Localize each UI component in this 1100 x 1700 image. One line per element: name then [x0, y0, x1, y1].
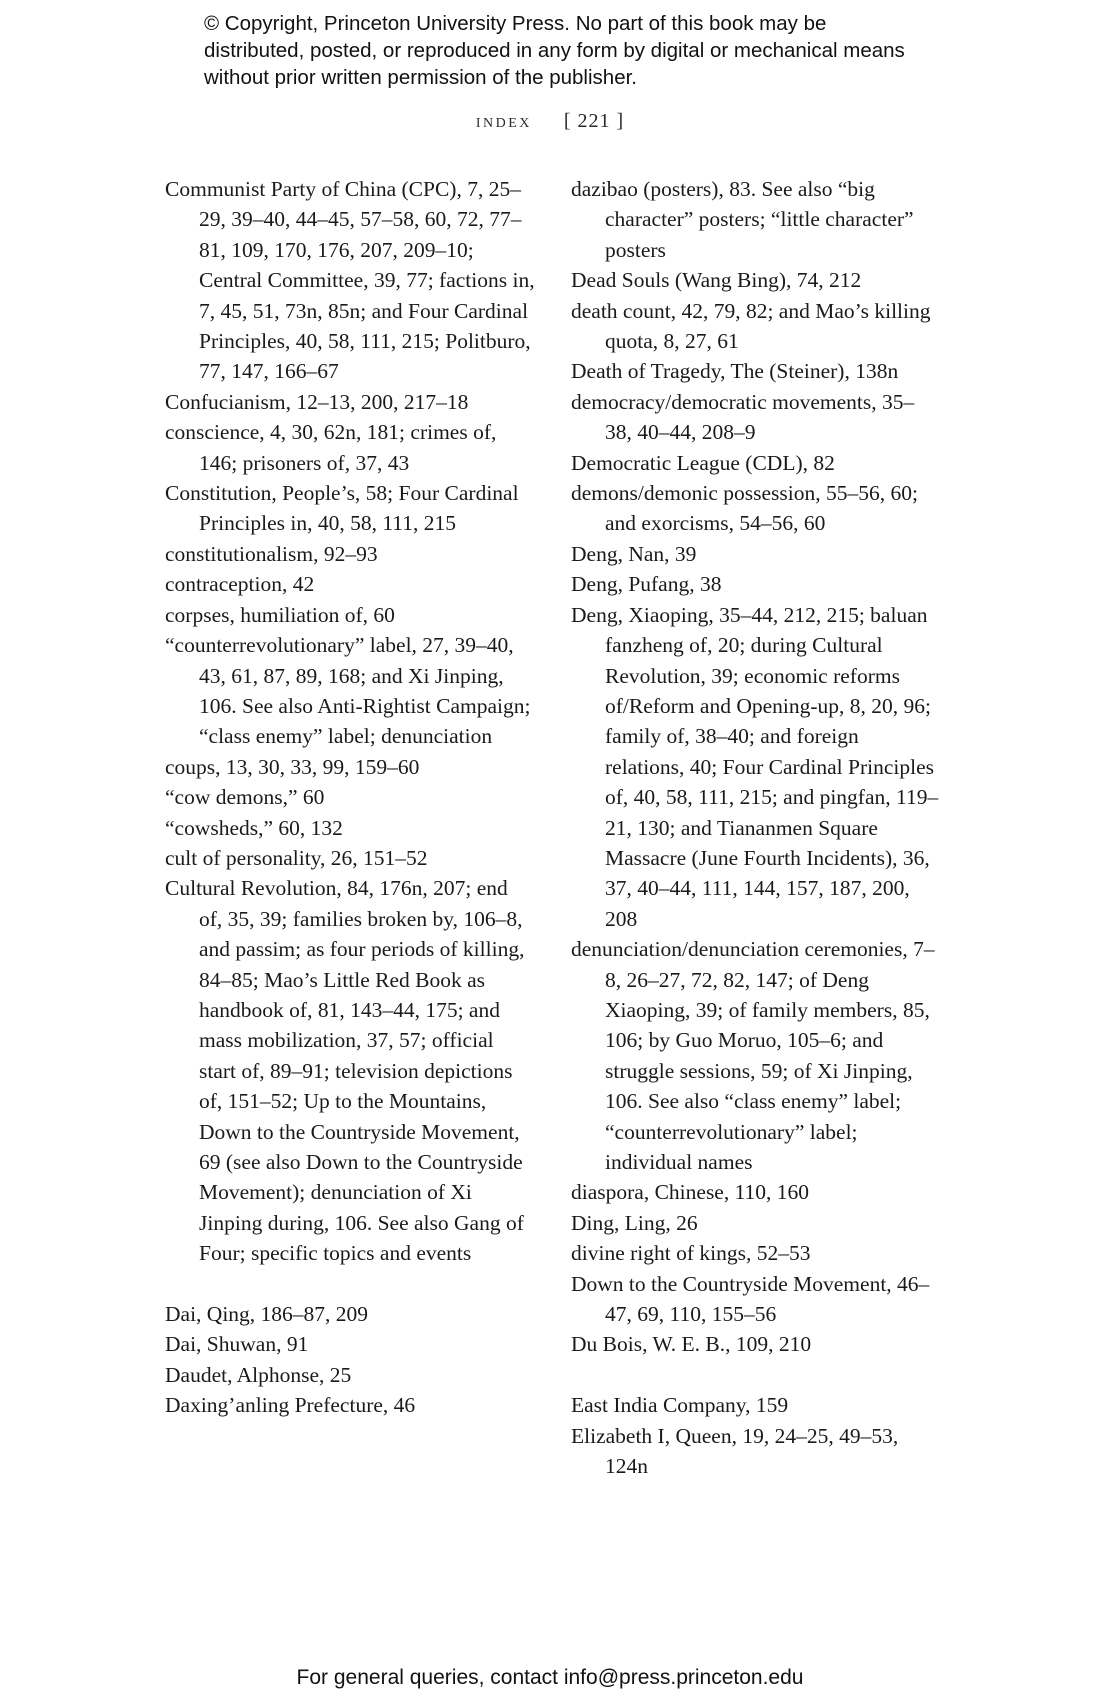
index-entry: divine right of kings, 52–53 [571, 1241, 811, 1266]
index-entry: democracy/democratic movements, 35–38, 40–44, 208–9 [571, 389, 915, 445]
index-entry: Dead Souls (Wang Bing), 74, 212 [571, 268, 862, 293]
index-entry: contraception, 42 [165, 572, 315, 597]
index-entry: “cow demons,” 60 [165, 785, 325, 810]
index-entry: constitutionalism, 92–93 [165, 541, 378, 566]
running-head [0, 110, 1100, 133]
index-entry: Ding, Ling, 26 [571, 1210, 698, 1235]
index-entry: East India Company, 159 [571, 1393, 789, 1418]
index-entry: Death of Tragedy, The (Steiner), 138n [571, 359, 899, 384]
index-entry: Daxing’anling Prefecture, 46 [165, 1393, 416, 1418]
letter-group-gap [571, 1360, 941, 1390]
index-entry: Deng, Xiaoping, 35–44, 212, 215; baluan fanzheng of, 20; during Cultural Revolution, 39; economic reforms of/Reform and Opening-up, 8, 20, 96; family of, 38–40; and foreign relations, 40; Four Cardinal Principles of, 40, 58, 111, 215; and pingfan, 119–21, 130; and Tiananmen Square Massacre (June Fourth Incidents), 36, 37, 40–44, 111, 144, 157, 187, 200, 208 [571, 602, 939, 931]
index-entry: Du Bois, W. E. B., 109, 210 [571, 1332, 812, 1357]
index-entry: Elizabeth I, Queen, 19, 24–25, 49–53, 124n [571, 1423, 899, 1479]
index-entry: coups, 13, 30, 33, 99, 159–60 [165, 754, 420, 779]
index-entry: Deng, Pufang, 38 [571, 572, 722, 597]
index-entry: Constitution, People’s, 58; Four Cardinal Principles in, 40, 58, 111, 215 [165, 481, 519, 536]
letter-group-gap [165, 1269, 535, 1299]
index-entry: Confucianism, 12–13, 200, 217–18 [165, 389, 469, 414]
index-entry: denunciation/denunciation ceremonies, 7–8, 26–27, 72, 82, 147; of Deng Xiaoping, 39; of family members, 85, 106; by Guo Moruo, 105–6; and struggle sessions, 59; of Xi Jinping, 106. See also “class enemy” label; “counterrevolutionary” label; individual names [571, 937, 935, 1174]
index-entry: demons/demonic possession, 55–56, 60; and exorcisms, 54–56, 60 [571, 481, 918, 536]
index-entry: Down to the Countryside Movement, 46–47, 69, 110, 155–56 [571, 1271, 930, 1327]
index-entry: cult of personality, 26, 151–52 [165, 845, 428, 870]
index-entry: Dai, Qing, 186–87, 209 [165, 1302, 369, 1327]
index-entry: conscience, 4, 30, 62n, 181; crimes of, 146; prisoners of, 37, 43 [165, 420, 497, 475]
index-entry: Democratic League (CDL), 82 [571, 450, 835, 475]
index-entry: Daudet, Alphonse, 25 [165, 1362, 352, 1387]
index-entry: Communist Party of China (CPC), 7, 25–29, 39–40, 44–45, 57–58, 60, 72, 77–81, 109, 170, 176, 207, 209–10; Central Committee, 39, 77; factions in, 7, 45, 51, 73n, 85n; and Four Cardinal Principles, 40, 58, 111, 215; Politburo, 77, 147, 166–67 [165, 177, 535, 384]
index-entry: Cultural Revolution, 84, 176n, 207; end of, 35, 39; families broken by, 106–8, and passim; as four periods of killing, 84–85; Mao’s Little Red Book as handbook of, 81, 143–44, 175; and mass mobilization, 37, 57; official start of, 89–91; television depictions of, 151–52; Up to the Mountains, Down to the Countryside Movement, 69 (see also Down to the Countryside Movement); denunciation of Xi Jinping during, 106. See also Gang of Four; specific topics and events [165, 876, 525, 1266]
footer-contact: For general queries, contact info@press.princeton.edu [296, 1666, 804, 1689]
section-title: index [475, 110, 532, 132]
index-entry: diaspora, Chinese, 110, 160 [571, 1180, 810, 1205]
index-column-right [571, 174, 941, 1481]
index-entry: Deng, Nan, 39 [571, 541, 697, 566]
index-column-left [165, 174, 535, 1421]
index-entry: dazibao (posters), 83. See also “big character” posters; “little character” posters [571, 177, 914, 262]
index-entry: “counterrevolutionary” label, 27, 39–40, 43, 61, 87, 89, 168; and Xi Jinping, 106. See also Anti-Rightist Campaign; “class enemy” label; denunciation [165, 633, 531, 749]
copyright-notice: © Copyright, Princeton University Press. No part of this book may be distributed, posted, or reproduced in any form by digital or mechanical means without prior written permission of the publisher. [204, 12, 905, 89]
index-entry: death count, 42, 79, 82; and Mao’s killing quota, 8, 27, 61 [571, 298, 931, 354]
index-entry: corpses, humiliation of, 60 [165, 602, 395, 627]
page-number: [ 221 ] [563, 110, 625, 132]
index-entry: Dai, Shuwan, 91 [165, 1332, 309, 1357]
index-entry: “cowsheds,” 60, 132 [165, 815, 343, 840]
